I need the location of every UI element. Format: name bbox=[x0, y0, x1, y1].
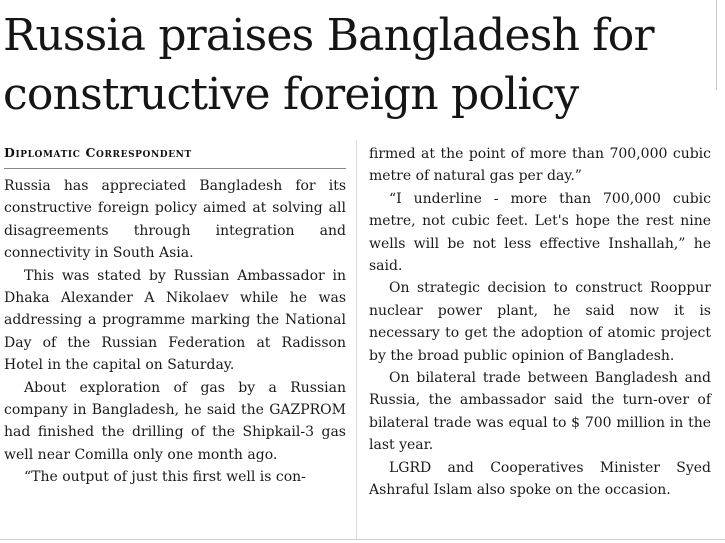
article-paragraph: This was stated by Russian Ambassador in Dhaka Alexander A Nikolaev while he was addressing a programme marking the National Day of the Russian Federation at Radisson Hotel in the capital on Saturday. bbox=[4, 267, 346, 374]
article-column-left bbox=[4, 140, 346, 489]
article-headline: Russia praises Bangladesh for constructive foreign policy bbox=[3, 10, 654, 120]
article-paragraph: About exploration of gas by a Russian company in Bangladesh, he said the GAZPROM had finished the drilling of the Shipkail-3 gas well near Comilla only one month ago. bbox=[4, 379, 346, 463]
article-byline: Diplomatic Correspondent bbox=[4, 145, 192, 160]
article-paragraph: LGRD and Cooperatives Minister Syed Ashraful Islam also spoke on the occasion. bbox=[369, 459, 711, 499]
article-paragraph: Russia has appreciated Bangladesh for its constructive foreign policy aimed at solving all disagreements through integration and connectivity in South Asia. bbox=[4, 178, 346, 262]
article-paragraph: firmed at the point of more than 700,000 cubic metre of natural gas per day.” bbox=[369, 146, 711, 185]
column-divider bbox=[356, 140, 357, 540]
article-paragraph: “I underline - more than 700,000 cubic metre, not cubic feet. Let's hope the rest nine wells will be not less effective Inshallah,” he said. bbox=[369, 190, 711, 275]
article-paragraph: On bilateral trade between Bangladesh and Russia, the ambassador said the turn-over of bilateral trade was equal to $ 700 million in the last year. bbox=[369, 370, 711, 454]
article-paragraph: On strategic decision to construct Rooppur nuclear power plant, he said now it is necessary to get the adoption of atomic project by the broad public opinion of Bangladesh. bbox=[369, 280, 711, 364]
edge-rule bbox=[716, 0, 717, 90]
article-paragraph: “The output of just this first well is con- bbox=[24, 469, 306, 486]
article-column-right bbox=[369, 143, 711, 502]
bottom-rule bbox=[0, 539, 725, 540]
